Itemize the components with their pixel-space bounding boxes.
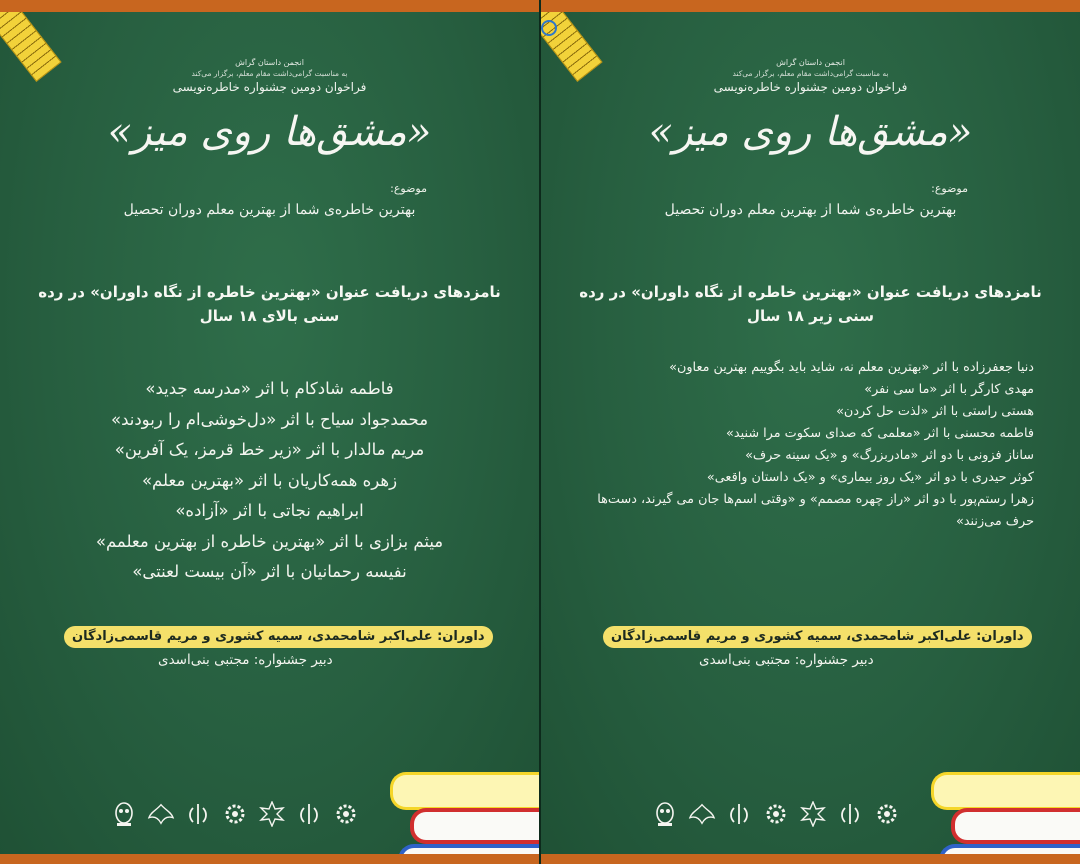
nominee-item: زهرا رستم‌پور با دو اثر «راز چهره مصمم» و «وقتی اسم‌ها جان می گیرند، دست‌ها حرف می‌زنند» [597,492,1034,529]
nominees-list [18,374,521,588]
judges-badge: داوران: علی‌اکبر شامحمدی، سمیه کشوری و مریم قاسمی‌زادگان [64,626,493,648]
occasion-line: به مناسبت گرامی‌داشت مقام معلم، برگزار می‌کند [732,69,889,78]
flower-emblem-icon [688,800,716,828]
festival-title: «مشق‌ها روی میز» [648,109,973,155]
iran-emblem-icon [184,800,212,828]
organizer-line: انجمن داستان گراش [776,58,845,67]
nominee-item: میثم بزازی با اثر «بهترین خاطره از بهترین معلمم» [95,531,444,551]
paperclip-icon [541,20,557,36]
festival-secretary: دبیر جشنواره: مجتبی بنی‌اسدی [158,652,333,668]
gear-emblem-icon [221,800,249,828]
topic-text: بهترین خاطره‌ی شما از بهترین معلم دوران تحصیل [123,202,416,218]
nominees-list [581,357,1034,533]
owl-emblem-icon [651,800,679,828]
rosette-emblem-icon [258,800,286,828]
festival-call: فراخوان دومین جشنواره خاطره‌نویسی [172,80,367,94]
topic-label: موضوع: [390,182,427,195]
judges-badge: داوران: علی‌اکبر شامحمدی، سمیه کشوری و مریم قاسمی‌زادگان [603,626,1032,648]
frame-bottom [541,854,1080,864]
nominee-item: دنیا جعفرزاده با اثر «بهترین معلم نه، شاید باید بگوییم بهترین معاون» [669,360,1034,375]
nominee-item: کوثر حیدری با دو اثر «یک روز بیماری» و «یک داستان واقعی» [706,470,1034,485]
nominee-item: فاطمه محسنی با اثر «معلمی که صدای سکوت مرا شنید» [726,426,1034,441]
rosette-emblem-icon [799,800,827,828]
nominee-item: هستی راستی با اثر «لذت حل کردن» [836,404,1034,419]
iran-emblem-icon [836,800,864,828]
iran-emblem-icon [295,800,323,828]
nominee-item: ساناز فزونی با دو اثر «مادربزرگ» و «یک سینه حرف» [745,448,1034,463]
nominee-item: زهره همه‌کاریان با اثر «بهترین معلم» [141,470,398,490]
festival-call: فراخوان دومین جشنواره خاطره‌نویسی [713,80,908,94]
nominees-heading: نامزدهای دریافت عنوان «بهترین خاطره از نگاه داوران» در رده سنی زیر ۱۸ سال [579,283,1042,325]
sponsor-logos [110,800,360,828]
nominee-item: مهدی کارگر با اثر «ما سی نفر» [864,382,1034,397]
gear-emblem-icon [332,800,360,828]
nominee-item: فاطمه شادکام با اثر «مدرسه جدید» [145,379,394,398]
organizer-line: انجمن داستان گراش [235,58,304,67]
iran-emblem-icon [725,800,753,828]
poster-panel-youth [541,0,1080,864]
book-yellow [931,772,1080,810]
sponsor-logos [651,800,901,828]
frame-bottom [0,854,539,864]
book-red [410,808,539,844]
nominee-item: ابراهیم نجاتی با اثر «آزاده» [175,501,364,520]
book-yellow [390,772,539,810]
owl-emblem-icon [110,800,138,828]
topic-text: بهترین خاطره‌ی شما از بهترین معلم دوران تحصیل [664,202,957,218]
gear-emblem-icon [762,800,790,828]
gear-emblem-icon [873,800,901,828]
flower-emblem-icon [147,800,175,828]
nominee-item: مریم مالدار با اثر «زیر خط قرمز، یک آفرین» [114,440,425,459]
poster-panel-adult [0,0,539,864]
nominee-item: نفیسه رحمانیان با اثر «آن بیست لعنتی» [132,562,407,581]
occasion-line: به مناسبت گرامی‌داشت مقام معلم، برگزار می‌کند [191,69,348,78]
festival-secretary: دبیر جشنواره: مجتبی بنی‌اسدی [699,652,874,668]
book-red [951,808,1080,844]
festival-title: «مشق‌ها روی میز» [107,109,432,155]
nominees-heading: نامزدهای دریافت عنوان «بهترین خاطره از نگاه داوران» در رده سنی بالای ۱۸ سال [38,283,501,325]
nominee-item: محمدجواد سیاح با اثر «دل‌خوشی‌ام را ربودند» [110,409,429,429]
topic-label: موضوع: [931,182,968,195]
